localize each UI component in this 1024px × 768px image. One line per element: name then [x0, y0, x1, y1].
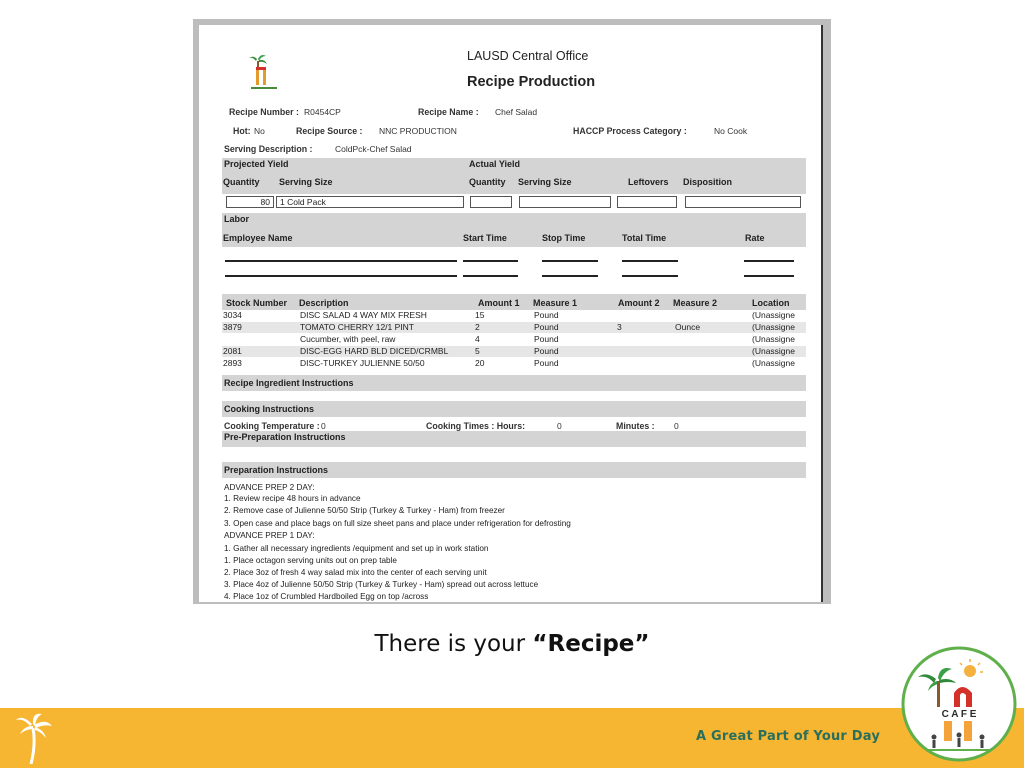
- total-line-1: [622, 260, 678, 262]
- cafe-logo: [900, 645, 1018, 763]
- actual-serving-size-header: Serving Size: [518, 177, 572, 187]
- ingredient-row: [222, 322, 806, 333]
- start-line-2: [463, 275, 518, 277]
- projected-quantity-field: [226, 196, 274, 208]
- location: (Unassigne: [752, 310, 795, 320]
- hot-label: Hot:: [233, 126, 251, 136]
- cooking-times-label: Cooking Times : Hours:: [426, 421, 526, 431]
- haccp-label: HACCP Process Category :: [573, 126, 687, 136]
- measure1: Pound: [534, 358, 559, 368]
- amount2-header: Amount 2: [618, 298, 660, 308]
- ingredient-row: [222, 346, 806, 357]
- ingredient-description: DISC SALAD 4 WAY MIX FRESH: [300, 310, 427, 320]
- recipe-document: [199, 25, 823, 602]
- cafe-letters: C A F E: [941, 709, 977, 720]
- pre-preparation-label: Pre-Preparation Instructions: [224, 432, 346, 442]
- stock-number: 3879: [223, 322, 242, 332]
- actual-yield-label: Actual Yield: [469, 159, 521, 169]
- cooking-instructions-section: [222, 401, 806, 417]
- description-header: Description: [299, 298, 349, 308]
- stock-number: 3034: [223, 310, 242, 320]
- org-name: LAUSD Central Office: [467, 49, 589, 63]
- recipe-name-label: Recipe Name :: [418, 107, 479, 117]
- caption-emphasis: “Recipe”: [532, 631, 650, 657]
- prep-line: 2. Place 3oz of fresh 4 way salad mix into the center of each serving unit: [224, 568, 487, 577]
- document-title: Recipe Production: [467, 74, 596, 90]
- location: (Unassigne: [752, 322, 795, 332]
- prep-line: 3. Place 4oz of Julienne 50/50 Strip (Turkey & Turkey - Ham) spread out across lettuce: [224, 580, 539, 589]
- ingredient-row: [222, 310, 806, 321]
- start-time-header: Start Time: [463, 233, 507, 243]
- preparation-instructions-label: Preparation Instructions: [224, 465, 329, 475]
- ingredient-row: [222, 334, 806, 345]
- projected-serving-size-field: [276, 196, 464, 208]
- recipe-number-label: Recipe Number :: [229, 107, 299, 117]
- serving-description-label: Serving Description :: [224, 144, 313, 154]
- leftovers-header: Leftovers: [628, 177, 669, 187]
- haccp-value: No Cook: [714, 126, 748, 136]
- preparation-instructions-section: [222, 462, 806, 478]
- total-line-2: [622, 275, 678, 277]
- start-line-1: [463, 260, 518, 262]
- actual-quantity-field: [470, 196, 512, 208]
- amount1: 20: [475, 358, 485, 368]
- projected-quantity-value: 80: [260, 197, 270, 207]
- cooking-temperature-label: Cooking Temperature :: [224, 421, 320, 431]
- ingredient-description: Cucumber, with peel, raw: [300, 334, 396, 344]
- prep-line: 2. Remove case of Julienne 50/50 Strip (Turkey & Turkey - Ham) from freezer: [224, 506, 505, 515]
- amount1: 15: [475, 310, 485, 320]
- stock-number: 2893: [223, 358, 242, 368]
- actual-serving-size-field: [519, 196, 611, 208]
- amount1: 4: [475, 334, 480, 344]
- labor-label: Labor: [224, 214, 250, 224]
- measure2: Ounce: [675, 322, 701, 332]
- labor-section: [222, 213, 806, 247]
- projected-yield-label: Projected Yield: [224, 159, 289, 169]
- ingredient-description: DISC-EGG HARD BLD DICED/CRMBL: [300, 346, 449, 356]
- cooking-hours-value: 0: [557, 421, 562, 431]
- leftovers-field: [617, 196, 677, 208]
- stop-time-header: Stop Time: [542, 233, 586, 243]
- location-header: Location: [752, 298, 790, 308]
- location: (Unassigne: [752, 346, 795, 356]
- ingredient-row: [222, 358, 806, 369]
- ingredient-description: DISC-TURKEY JULIENNE 50/50: [300, 358, 425, 368]
- prep-line: 1. Review recipe 48 hours in advance: [224, 494, 361, 503]
- rate-line-1: [744, 260, 794, 262]
- employee-line-1: [225, 260, 457, 262]
- stock-number-header: Stock Number: [226, 298, 288, 308]
- rate-header: Rate: [745, 233, 765, 243]
- actual-quantity-header: Quantity: [469, 177, 506, 187]
- caption-prefix: There is your: [374, 631, 533, 657]
- employee-name-header: Employee Name: [223, 233, 293, 243]
- amount1: 2: [475, 322, 480, 332]
- yield-section: [222, 158, 806, 194]
- cooking-temperature-value: 0: [321, 421, 326, 431]
- prep-line: ADVANCE PREP 2 DAY:: [224, 483, 315, 492]
- employee-line-2: [225, 275, 457, 277]
- projected-serving-size-value: 1 Cold Pack: [280, 197, 326, 207]
- amount1-header: Amount 1: [478, 298, 520, 308]
- measure1-header: Measure 1: [533, 298, 578, 308]
- disposition-header: Disposition: [683, 177, 732, 187]
- recipe-ingredient-instructions-label: Recipe Ingredient Instructions: [224, 378, 354, 388]
- pre-preparation-section: [222, 431, 806, 447]
- measure1: Pound: [534, 322, 559, 332]
- minutes-label: Minutes :: [616, 421, 655, 431]
- projected-serving-size-header: Serving Size: [279, 177, 333, 187]
- prep-line: 4. Place 1oz of Crumbled Hardboiled Egg on top /across: [224, 592, 429, 601]
- location: (Unassigne: [752, 334, 795, 344]
- slide-caption: [0, 631, 1024, 657]
- measure1: Pound: [534, 334, 559, 344]
- hot-value: No: [254, 126, 265, 136]
- recipe-source-value: NNC PRODUCTION: [379, 126, 457, 136]
- recipe-ingredient-instructions-section: [222, 375, 806, 391]
- minutes-value: 0: [674, 421, 679, 431]
- amount1: 5: [475, 346, 480, 356]
- recipe-number-value: R0454CP: [304, 107, 341, 117]
- ingredients-header-row: [222, 294, 806, 310]
- measure1: Pound: [534, 346, 559, 356]
- prep-line: 1. Gather all necessary ingredients /equipment and set up in work station: [224, 544, 489, 553]
- rate-line-2: [744, 275, 794, 277]
- footer-tagline: A Great Part of Your Day: [696, 729, 880, 744]
- stop-line-2: [542, 275, 598, 277]
- stop-line-1: [542, 260, 598, 262]
- location: (Unassigne: [752, 358, 795, 368]
- recipe-source-label: Recipe Source :: [296, 126, 363, 136]
- measure2-header: Measure 2: [673, 298, 718, 308]
- recipe-name-value: Chef Salad: [495, 107, 538, 117]
- lausd-palm-logo: [247, 53, 281, 93]
- prep-line: 3. Open case and place bags on full size sheet pans and place under refrigeration for defrosting: [224, 519, 571, 528]
- total-time-header: Total Time: [622, 233, 667, 243]
- amount2: 3: [617, 322, 622, 332]
- cooking-instructions-label: Cooking Instructions: [224, 404, 314, 414]
- prep-line: 1. Place octagon serving units out on prep table: [224, 556, 397, 565]
- measure1: Pound: [534, 310, 559, 320]
- ingredient-description: TOMATO CHERRY 12/1 PINT: [300, 322, 414, 332]
- projected-quantity-header: Quantity: [223, 177, 260, 187]
- prep-line: ADVANCE PREP 1 DAY:: [224, 531, 315, 540]
- serving-description-value: ColdPck-Chef Salad: [335, 144, 412, 154]
- disposition-field: [685, 196, 801, 208]
- stock-number: 2081: [223, 346, 242, 356]
- palm-tree-icon: [14, 712, 54, 764]
